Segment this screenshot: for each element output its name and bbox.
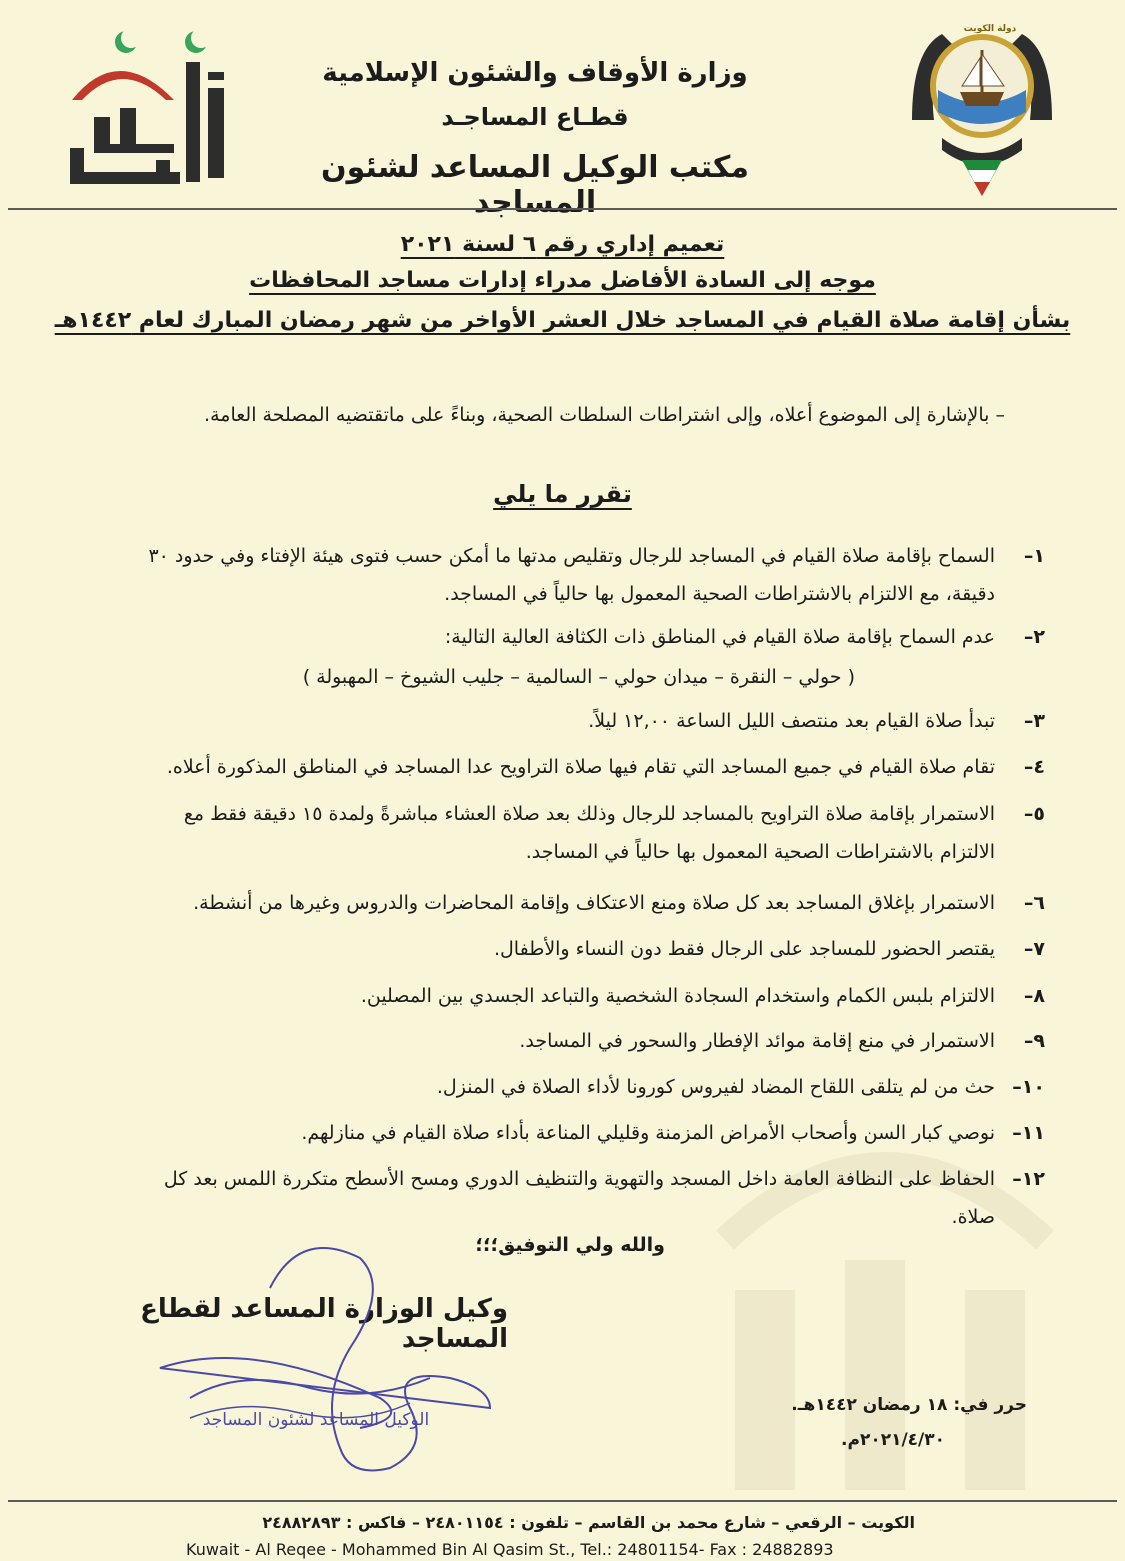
excluded-areas: ( حولي – النقرة – ميدان حولي – السالمية – جليب الشيوخ – المهبولة ) <box>302 666 855 688</box>
header-divider <box>8 208 1117 210</box>
item-text: السماح بإقامة صلاة القيام في المساجد للرجال وتقليص مدتها ما أمكن حسب فتوى هيئة الإفتاء وفي حدود ٣٠ دقيقة، مع الالتزام بالاشتراطات الصحية المعمول بها حالياً في المساجد. <box>148 545 995 605</box>
circular-subject: بشأن إقامة صلاة القيام في المساجد خلال العشر الأواخر من شهر رمضان المبارك لعام ١٤٤٢هـ <box>54 308 1071 333</box>
kuwait-emblem-icon <box>902 20 1062 200</box>
ministry-name: وزارة الأوقاف والشئون الإسلامية <box>322 58 748 88</box>
item-number: ١٠– <box>1012 1076 1045 1098</box>
item-number: ٢– <box>1023 626 1045 648</box>
item-number: ٧– <box>1023 938 1045 960</box>
item-number: ٣– <box>1023 710 1045 732</box>
item-text: يقتصر الحضور للمساجد على الرجال فقط دون النساء والأطفال. <box>493 938 995 960</box>
emblem-text: دولة الكويت <box>963 24 1017 34</box>
intro-text: – بالإشارة إلى الموضوع أعلاه، وإلى اشتراطات السلطات الصحية، وبناءً على ماتقتضيه المصلحة العامة. <box>204 404 1005 426</box>
circular-recipients: موجه إلى السادة الأفاضل مدراء إدارات مساجد المحافظات <box>249 268 876 293</box>
list-item-9 <box>125 1022 1045 1060</box>
signatory-title: وكيل الوزارة المساعد لقطاع المساجد <box>140 1294 508 1354</box>
item-number: ١٢– <box>1012 1168 1045 1190</box>
list-item-6 <box>125 884 1045 922</box>
gregorian-date: ٢٠٢١/٤/٣٠م. <box>841 1430 945 1450</box>
item-text: الحفاظ على النظافة العامة داخل المسجد والتهوية والتنظيف الدوري ومسح الأسطح متكررة اللمس بعد كل صلاة. <box>163 1168 995 1228</box>
list-item-3 <box>125 702 1045 740</box>
footer-address-arabic: الكويت – الرقعي – شارع محمد بن القاسم – تلفون : ٢٤٨٠١١٥٤ – فاكس : ٢٤٨٨٢٨٩٣ <box>262 1513 915 1532</box>
circular-number: تعميم إداري رقم ٦ لسنة ٢٠٢١ <box>400 232 725 257</box>
stamp-line: الوكيل المساعد لشئون المساجد <box>202 1410 430 1430</box>
item-text: نوصي كبار السن وأصحاب الأمراض المزمنة وقليلي المناعة بأداء صلاة القيام في منازلهم. <box>301 1122 995 1144</box>
closing-text: والله ولي التوفيق؛؛؛ <box>475 1234 665 1256</box>
item-number: ٥– <box>1023 803 1045 825</box>
list-item-10 <box>125 1068 1045 1106</box>
item-text: الاستمرار في منع إقامة موائد الإفطار والسحور في المساجد. <box>519 1030 995 1052</box>
item-number: ٤– <box>1023 756 1045 778</box>
list-item-1 <box>125 537 1045 613</box>
sector-name: قطـاع المساجـد <box>441 103 629 131</box>
item-text: الالتزام بلبس الكمام واستخدام السجادة الشخصية والتباعد الجسدي بين المصلين. <box>360 985 995 1007</box>
list-item-7 <box>125 930 1045 968</box>
list-item-12 <box>125 1160 1045 1236</box>
list-item-5 <box>125 795 1045 871</box>
item-text: حث من لم يتلقى اللقاح المضاد لفيروس كورونا لأداء الصلاة في المنزل. <box>436 1076 995 1098</box>
item-number: ١١– <box>1012 1122 1045 1144</box>
item-text: الاستمرار بإغلاق المساجد بعد كل صلاة ومنع الاعتكاف وإقامة المحاضرات والدروس وغيرها من أنشطة. <box>193 892 995 914</box>
office-name: مكتب الوكيل المساعد لشئون المساجد <box>321 150 749 220</box>
item-number: ١– <box>1023 545 1045 567</box>
footer-divider <box>8 1500 1117 1502</box>
hijri-date: حرر في: ١٨ رمضان ١٤٤٢هـ. <box>791 1395 1027 1415</box>
item-number: ٦– <box>1023 892 1045 914</box>
item-text: الاستمرار بإقامة صلاة التراويح بالمساجد للرجال وذلك بعد صلاة العشاء مباشرةً ولمدة ١٥ دقيقة فقط مع الالتزام بالاشتراطات الصحية المعمول بها حالياً في المساجد. <box>183 803 995 863</box>
item-text: تبدأ صلاة القيام بعد منتصف الليل الساعة ١٢,٠٠ ليلاً. <box>588 710 995 732</box>
list-item-4 <box>125 748 1045 786</box>
decision-heading: تقرر ما يلي <box>493 480 632 508</box>
item-text: تقام صلاة القيام في جميع المساجد التي تقام فيها صلاة التراويح عدا المساجد في المناطق المذكورة أعلاه. <box>166 756 995 778</box>
signature-icon <box>150 1228 510 1488</box>
item-text: عدم السماح بإقامة صلاة القيام في المناطق ذات الكثافة العالية التالية: <box>444 626 995 648</box>
footer-address-english: Kuwait - Al Reqee - Mohammed Bin Al Qasim St., Tel.: 24801154- Fax : 24882893 <box>186 1540 834 1559</box>
list-item-11 <box>125 1114 1045 1152</box>
item-number: ٩– <box>1023 1030 1045 1052</box>
item-number: ٨– <box>1023 985 1045 1007</box>
list-item-8 <box>125 977 1045 1015</box>
list-item-2 <box>125 618 1045 656</box>
masajid-logo-icon <box>58 22 238 192</box>
